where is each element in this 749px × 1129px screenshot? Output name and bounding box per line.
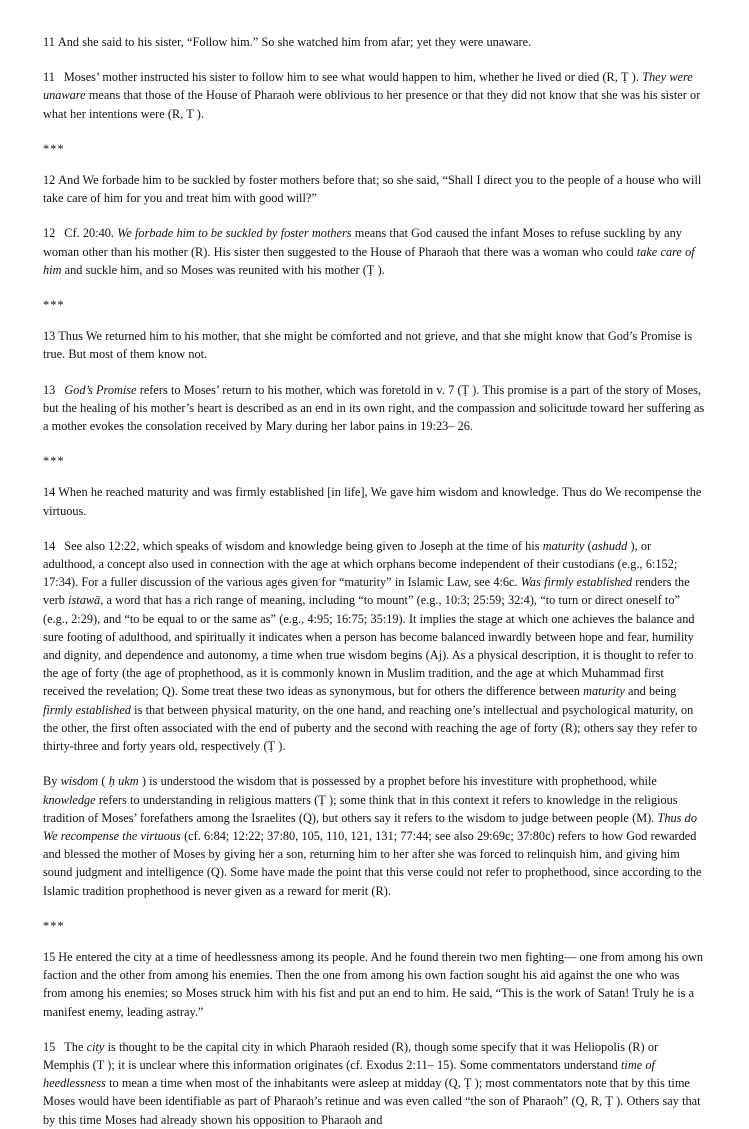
commentary-paragraph [43,1038,706,1129]
page-content [43,33,706,1129]
emphasized-phrase: knowledge [43,792,96,807]
verse-number: 13 [43,329,56,344]
verse-paragraph [43,483,706,519]
verse-paragraph [43,948,706,1021]
commentary-number: 14 [43,538,56,553]
paragraph-text: means that God caused the infant Moses to refuse suckling by any woman other than his mother (R). His sister then suggested to the House of Pharaoh that there was a woman who could [43,226,682,259]
commentary-paragraph [43,537,706,755]
commentary-number: 15 [43,1039,56,1054]
paragraph-text: Cf. 20:40. [64,226,118,241]
emphasized-phrase: ashudd [591,538,628,553]
verse-number: 14 [43,485,56,500]
section-separator: *** [43,918,65,933]
commentary-paragraph [43,381,706,436]
commentary-number: 11 [43,70,55,85]
paragraph-text: By [43,774,61,789]
emphasized-phrase: They were unaware [43,70,693,103]
emphasized-phrase: maturity [583,684,625,699]
emphasized-phrase: Thus do We recompense the virtuous [43,810,697,843]
paragraph-text: and suckle him, and so Moses was reunited with his mother (Ṭ ). [61,262,385,277]
verse-paragraph [43,171,706,207]
emphasized-phrase: istawā [68,593,101,608]
verse-paragraph [43,33,706,51]
paragraph-text: , a word that has a rich range of meaning, including “to mount” (e.g., 10:3; 25:59; 32:4), “to turn or direct oneself to” (e.g., 2:29), and “to be equal to or the same as” (e.g., 4:95; 16:75; 35:19). It implies the stage at which one achieves the balance and sure footing of adulthood, and spiritually it indicates when a person has become balanced inwardly between hope and fear, humility and dignity, and dependence and autonomy, a time when true wisdom begins (Aj). As a physical description, it is thought to refer to the age of forty (the age of prophethood, as it is commonly known in Muslim tradition, and the age at which Muhammad first received the revelation; Q). Some treat these two ideas as synonymous, but for others the difference between [43,593,695,699]
paragraph-text: refers to Moses’ return to his mother, which was foretold in v. 7 (Ṭ ). This promise is a part of the story of Moses, but the healing of his mother’s heart is described as an end in its own right, and the compassion and solicitude toward her suffering as a mother evokes the consolation received by Mary during her labor pains in 19:23– 26. [43,382,705,434]
paragraph-text: ( [584,538,592,553]
paragraph-text: Moses’ mother instructed his sister to follow him to see what would happen to him, whether he lived or died (R, Ṭ ). [63,70,643,85]
verse-number: 15 [43,949,56,964]
paragraph-text: ), or adulthood, a concept also used in connection with the age at which orphans become independent of their custodians (e.g., 6:152; 17:34). For a fuller discussion of the various ages given for “maturity” in Islamic Law, see 4:6c. [43,538,678,590]
emphasized-phrase: Was firmly established [520,575,632,590]
commentary-paragraph [43,224,706,279]
emphasized-phrase: God’s Promise [64,382,137,397]
paragraph-text: When he reached maturity and was firmly established [in life], We gave him wisdom and knowledge. Thus do We recompense the virtuous. [43,485,702,518]
emphasized-phrase: We forbade him to be suckled by foster mothers [117,226,352,241]
verse-number: 11 [43,35,55,49]
paragraph-text: ( [98,774,109,789]
paragraph-text: to mean a time when most of the inhabitants were asleep at midday (Q, Ṭ ); most commentators note that by this time Moses would have been identifiable as part of Pharaoh’s retinue and was even called “the son of Pharaoh” (Q, R, Ṭ ). Others say that by this time Moses had already shown his opposition to Pharaoh and [43,1076,701,1127]
paragraph-text: and being [624,684,677,699]
paragraph-text: ) is understood the wisdom that is possessed by a prophet before his investiture with prophethood, while [138,774,657,789]
paragraph-text: is that between physical maturity, on the one hand, and reaching one’s intellectual and psychological maturity, on the other, the first often associated with the end of puberty and the second with reaching the age of forty (R); others say they refer to thirty-three and forty years old, respectively (Ṭ ). [43,702,698,754]
emphasized-phrase: maturity [542,538,585,553]
verse-number: 12 [43,173,56,188]
paragraph-text: renders the verb [43,575,690,608]
paragraph-text: And she said to his sister, “Follow him.” So she watched him from afar; yet they were unaware. [57,35,532,49]
verse-paragraph [43,327,706,363]
paragraph-text: is thought to be the capital city in which Pharaoh resided (R), though some specify that it was Heliopolis (R) or Memphis (T ); it is unclear where this information originates (cf. Exodus 2:11– 15). Some commentators understand [43,1039,659,1072]
paragraph-text: refers to understanding in religious matters (Ṭ ); some think that in this context it refers to knowledge in the religious tradition of Moses’ forefathers among the Israelites (Q), but others say it refers to the wisdom to judge between people (M). [43,792,678,825]
commentary-number: 12 [43,226,56,241]
emphasized-phrase: ḥ ukm [108,774,139,789]
section-separator: *** [43,454,65,469]
paragraph-text: The [64,1039,87,1054]
commentary-paragraph [43,68,706,123]
paragraph-text: And We forbade him to be suckled by foster mothers before that; so she said, “Shall I direct you to the people of a house who will take care of him for you and treat him with good will?” [43,173,702,206]
emphasized-phrase: firmly established [43,702,131,717]
paragraph-text: See also 12:22, which speaks of wisdom and knowledge being given to Joseph at the time of his [64,538,543,553]
paragraph-text: means that those of the House of Pharaoh were oblivious to her presence or that they did not know that she was his sister or what her intentions were (R, T ). [43,88,701,121]
emphasized-phrase: time of heedlessness [43,1057,655,1091]
paragraph-text: (cf. 6:84; 12:22; 37:80, 105, 110, 121, 131; 77:44; see also 29:69c; 37:80c) refers to how God rewarded and blessed the mother of Moses by giving her a son, returning him to her after she was forced to relinquish him, and giving him sound judgment and intelligence (Q). Some have made the point that this verse could not refer to prophethood, since according to the Islamic tradition prophethood is never given as a reward for merit (R). [43,828,702,898]
section-separator: *** [43,141,65,156]
emphasized-phrase: city [86,1039,105,1054]
section-separator: *** [43,298,65,313]
emphasized-phrase: wisdom [60,774,99,789]
commentary-paragraph [43,772,706,899]
commentary-number: 13 [43,382,56,397]
paragraph-text: Thus We returned him to his mother, that she might be comforted and not grieve, and that she might know that God’s Promise is true. But most of them know not. [43,329,693,362]
emphasized-phrase: take care of him [43,244,695,277]
paragraph-text: He entered the city at a time of heedlessness among its people. And he found therein two men fighting— one from among his own faction and the other from among his enemies. Then the one from among his own faction sought his aid against the one who was from among his enemies; so Moses struck him with his fist and put an end to him. He said, “This is the work of Satan! Truly he is a manifest enemy, leading astray.” [43,949,704,1019]
